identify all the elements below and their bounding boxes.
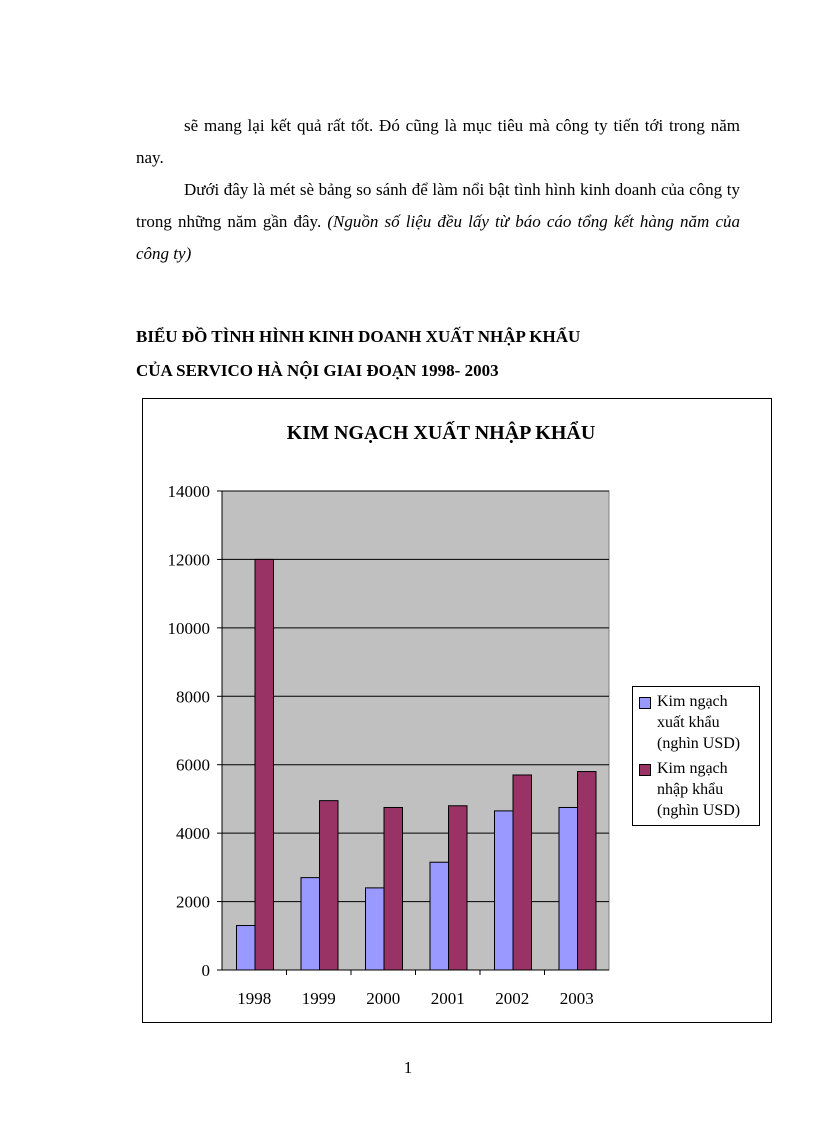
y-tick-label: 12000	[167, 550, 210, 570]
paragraph-2	[136, 174, 740, 270]
bar-import-2000	[384, 807, 403, 970]
paragraph-2-text: Dưới đây là mét sè bảng so sánh để làm nổi bật tình hình kinh doanh của công ty trong những năm gần đây.	[136, 180, 740, 231]
x-tick-label: 2002	[495, 989, 530, 1008]
x-tick-label: 1999	[301, 989, 336, 1008]
bar-import-2001	[449, 806, 468, 970]
paragraph-1-text: sẽ mang lại kết quả rất tốt. Đó cũng là mục tiêu mà công ty tiến tới trong năm nay.	[136, 116, 740, 167]
y-tick-label: 2000	[176, 892, 210, 912]
x-tick-label: 2001	[430, 989, 465, 1008]
page-number: 1	[403, 1058, 413, 1077]
y-tick-label: 4000	[176, 824, 210, 844]
bar-import-1999	[320, 801, 339, 970]
legend-label-import: Kim ngạch nhập khẩu (nghìn USD)	[657, 760, 741, 819]
bar-import-2003	[578, 772, 597, 970]
bar-export-2001	[430, 862, 449, 970]
y-tick-label: 8000	[176, 687, 210, 707]
legend-swatch-export	[639, 697, 651, 709]
chart-title: KIM NGẠCH XUẤT NHẬP KHẨU	[286, 422, 596, 444]
legend-label-export: Kim ngạch xuất khẩu (nghìn USD)	[657, 693, 741, 752]
legend-item-import	[639, 758, 755, 821]
bar-export-2002	[495, 811, 514, 970]
y-tick-label: 14000	[167, 482, 210, 501]
bar-import-1998	[255, 559, 274, 970]
y-tick-label: 10000	[167, 618, 210, 638]
bar-export-2003	[559, 807, 578, 970]
paragraph-1	[136, 110, 740, 174]
chart-heading-line-2: CỦA SERVICO HÀ NỘI GIAI ĐOẠN 1998- 2003	[136, 361, 499, 380]
bar-export-1999	[301, 878, 320, 970]
legend-swatch-import	[639, 764, 651, 776]
x-tick-label: 1998	[237, 989, 272, 1008]
y-tick-label: 0	[201, 961, 210, 980]
bar-export-1998	[237, 926, 256, 970]
chart-legend	[632, 686, 760, 826]
bar-import-2002	[513, 775, 532, 970]
legend-item-export	[639, 691, 755, 754]
plot-area	[222, 491, 609, 970]
y-tick-label: 6000	[176, 755, 210, 775]
paragraph-2-source-note: (Nguồn số liệu đều lấy từ báo cáo tổng kết hàng năm của công ty)	[136, 212, 741, 263]
x-tick-label: 2000	[366, 989, 401, 1008]
chart-heading-line-1: BIỂU ĐỒ TÌNH HÌNH KINH DOANH XUẤT NHẬP KHẨU	[136, 327, 581, 346]
bar-export-2000	[366, 888, 385, 970]
x-tick-label: 2003	[559, 989, 594, 1008]
